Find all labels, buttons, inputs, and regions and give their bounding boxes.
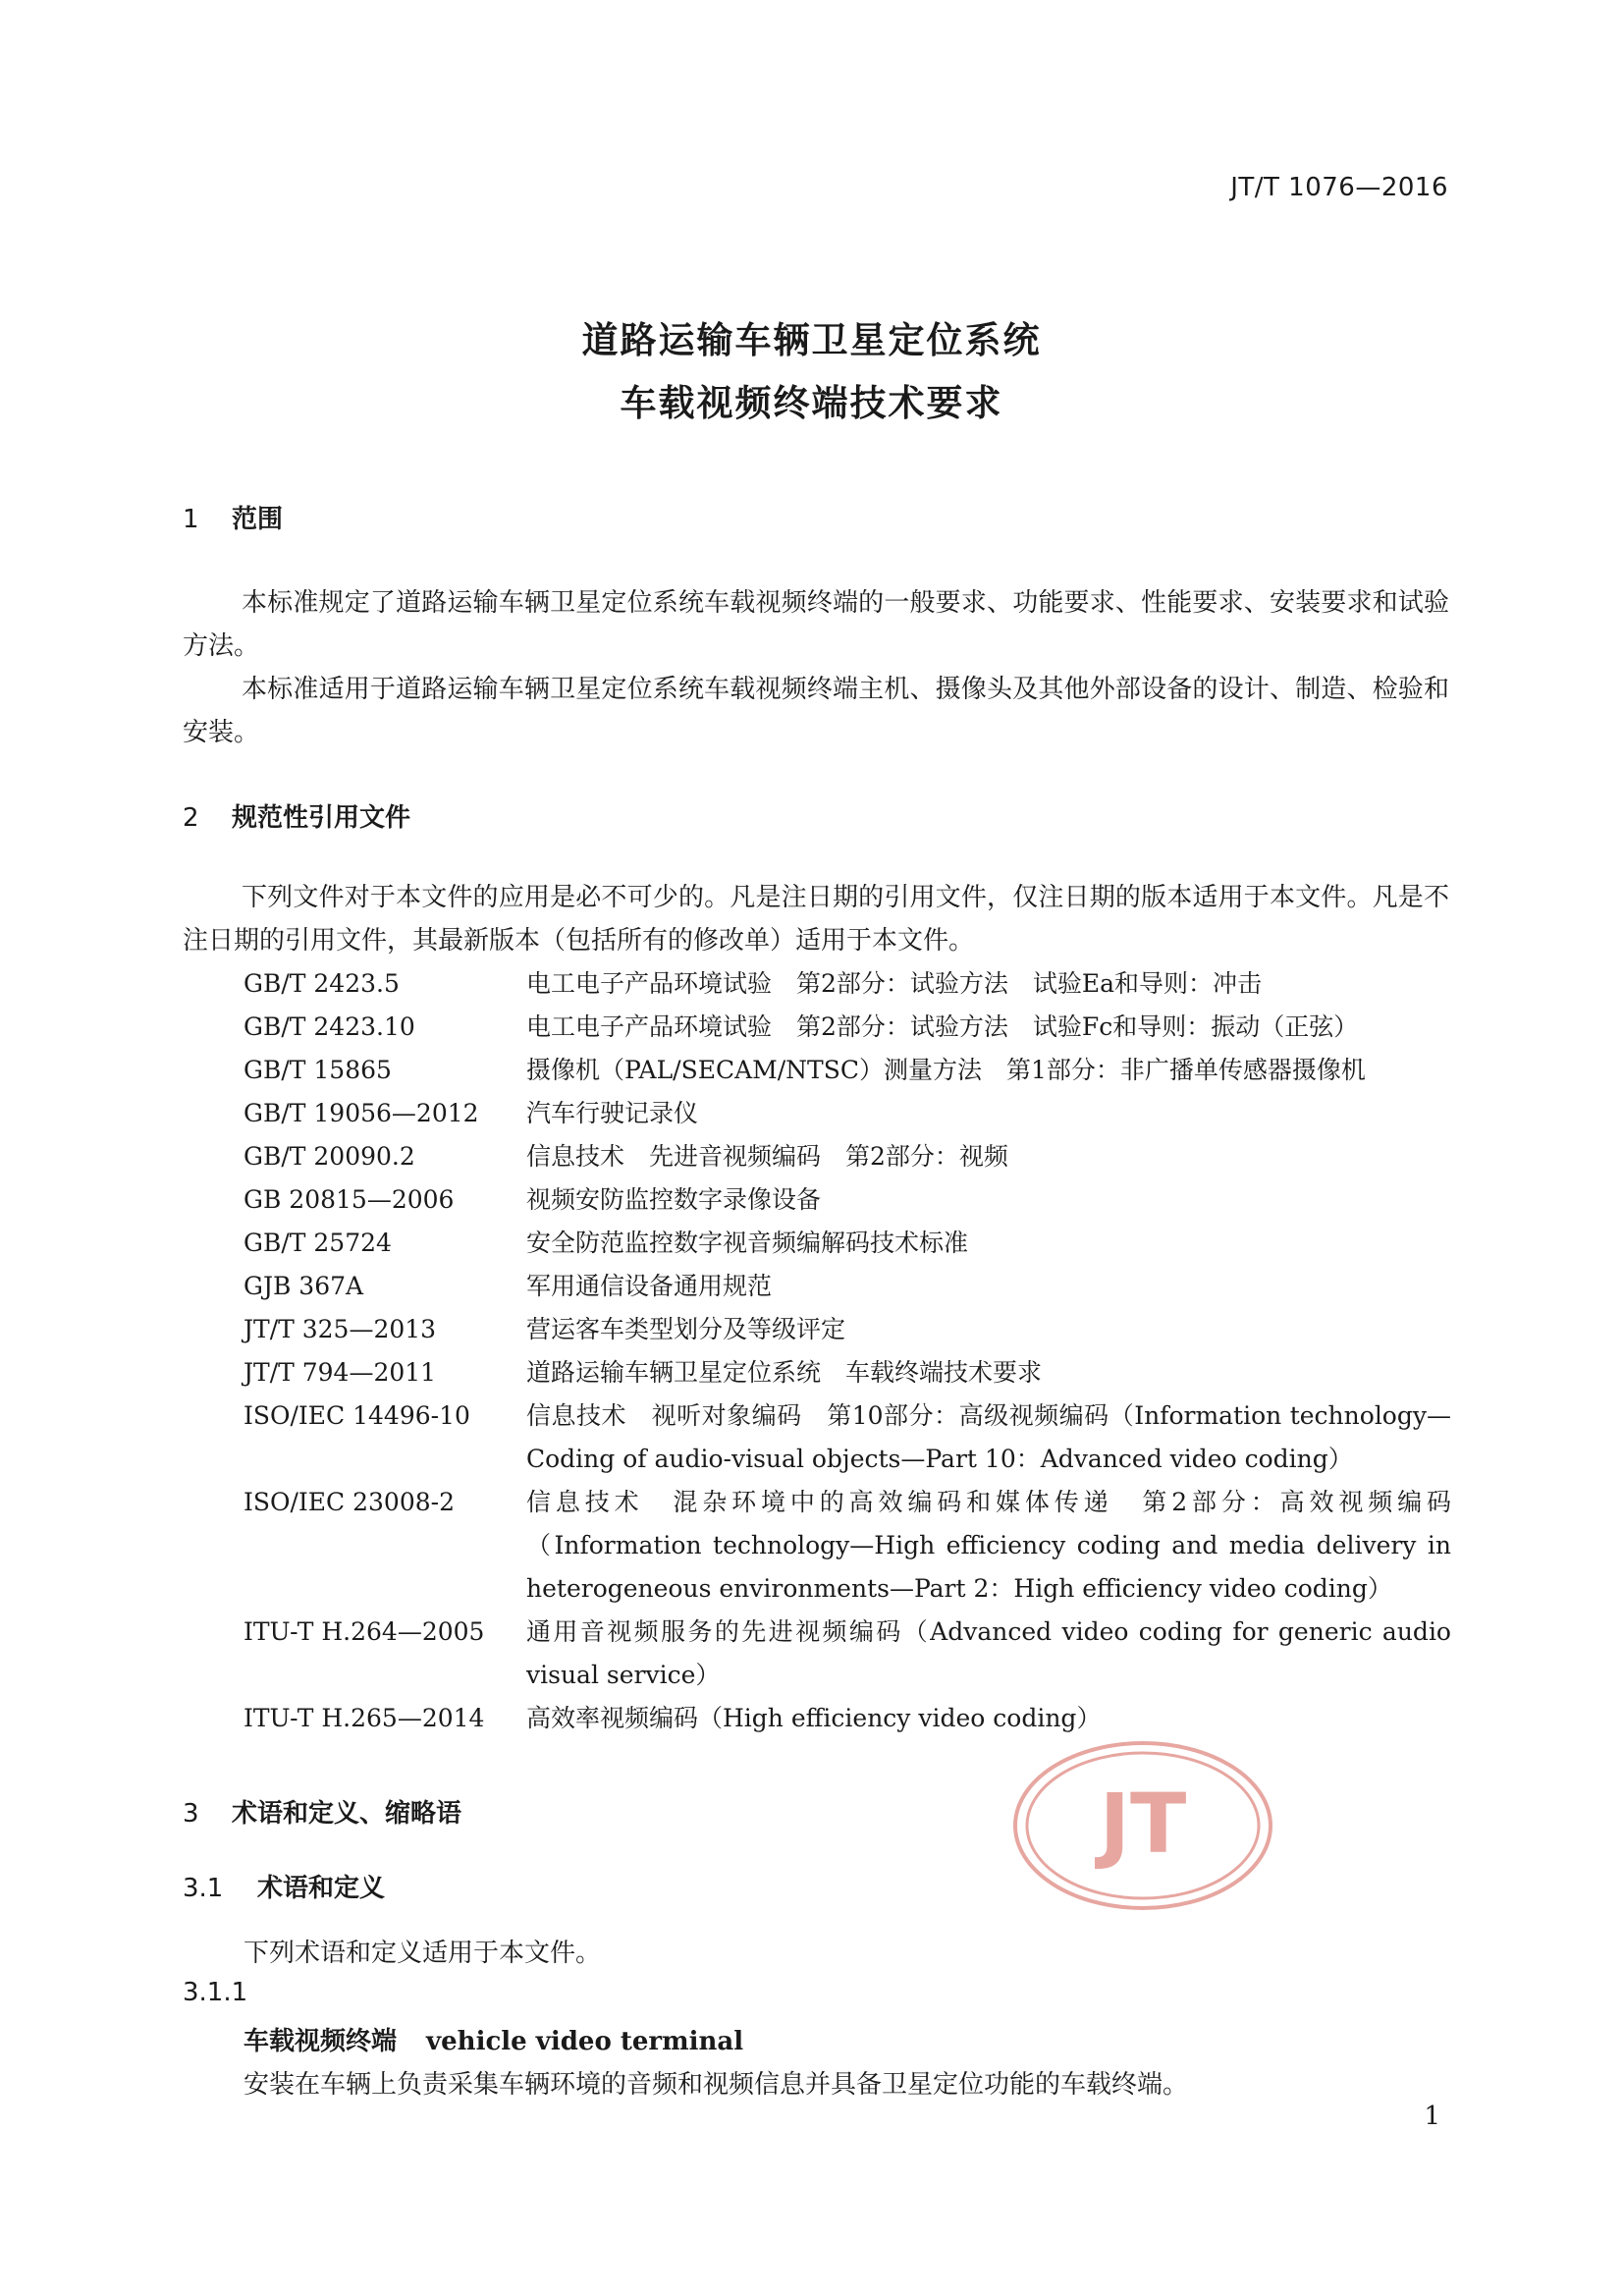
term-en: vehicle video terminal [426, 2027, 744, 2056]
seal-text: JT [1099, 1776, 1187, 1872]
section3-title: 术语和定义、缩略语 [232, 1799, 462, 1829]
section2-intro: 下列文件对于本文件的应用是必不可少的。凡是注日期的引用文件，仅注日期的版本适用于本文件。凡是不注日期的引用文件，其最新版本（包括所有的修改单）适用于本文件。 [183, 883, 1449, 956]
reference-title: 电工电子产品环境试验 第2部分：试验方法 试验Ea和导则：冲击 [526, 969, 1263, 998]
reference-item [243, 962, 1451, 1006]
reference-code: JT/T 325—2013 [243, 1315, 437, 1343]
reference-code: GB/T 2423.5 [243, 969, 400, 998]
reference-code: ITU-T H.265—2014 [243, 1704, 485, 1732]
reference-title: 摄像机（PAL/SECAM/NTSC）测量方法 第1部分：非广播单传感器摄像机 [526, 1056, 1366, 1084]
reference-code: GJB 367A [243, 1272, 364, 1300]
reference-title: 信息技术 混杂环境中的高效编码和媒体传递 第2部分：高效视频编码（Information technology—High efficiency coding and media delivery in heterogeneous environments—Part 2：High efficiency video coding） [526, 1488, 1451, 1603]
reference-list [243, 962, 1451, 1740]
section3-1-intro: 下列术语和定义适用于本文件。 [243, 1939, 602, 1968]
reference-title: 高效率视频编码（High efficiency video coding） [526, 1704, 1102, 1732]
reference-code: GB/T 19056—2012 [243, 1099, 479, 1127]
reference-code: GB/T 20090.2 [243, 1142, 415, 1171]
reference-title: 电工电子产品环境试验 第2部分：试验方法 试验Fc和导则：振动（正弦） [526, 1012, 1359, 1041]
reference-item [243, 1481, 1451, 1611]
section2-title: 规范性引用文件 [232, 803, 411, 833]
section2-number: 2 [183, 803, 199, 833]
reference-code: ITU-T H.264—2005 [243, 1617, 485, 1646]
reference-code: ISO/IEC 23008-2 [243, 1488, 456, 1516]
reference-item [243, 1006, 1451, 1049]
reference-code: GB/T 25724 [243, 1229, 392, 1257]
reference-item [243, 1308, 1451, 1351]
reference-item [243, 1351, 1451, 1394]
term-number: 3.1.1 [183, 1978, 248, 2007]
reference-code: GB/T 15865 [243, 1056, 392, 1084]
document-title-line2: 车载视频终端技术要求 [620, 382, 1003, 424]
term-definition: 安装在车辆上负责采集车辆环境的音频和视频信息并具备卫星定位功能的车载终端。 [243, 2070, 1189, 2100]
reference-item [243, 1697, 1451, 1740]
term-zh: 车载视频终端 [243, 2027, 398, 2056]
section3-1-title: 术语和定义 [257, 1874, 386, 1903]
section2-heading [183, 797, 410, 834]
section3-1-number: 3.1 [183, 1874, 224, 1903]
reference-title: 安全防范监控数字视音频编解码技术标准 [526, 1229, 969, 1257]
document-title-line1: 道路运输车辆卫星定位系统 [581, 319, 1042, 361]
section1-number: 1 [183, 505, 199, 534]
section1-paragraph-2: 本标准适用于道路运输车辆卫星定位系统车载视频终端主机、摄像头及其他外部设备的设计、制造、检验和安装。 [183, 675, 1449, 747]
jt-seal-watermark [1009, 1738, 1276, 1913]
reference-title: 汽车行驶记录仪 [526, 1099, 699, 1127]
reference-title: 营运客车类型划分及等级评定 [526, 1315, 846, 1343]
reference-title: 军用通信设备通用规范 [526, 1272, 773, 1300]
reference-title: 通用音视频服务的先进视频编码（Advanced video coding for generic audio visual service） [526, 1617, 1451, 1689]
term-title [243, 2021, 743, 2057]
reference-item [243, 1049, 1451, 1092]
reference-item [243, 1092, 1451, 1135]
section3-number: 3 [183, 1799, 199, 1829]
reference-code: GB/T 2423.10 [243, 1012, 415, 1041]
reference-item [243, 1394, 1451, 1481]
section1-heading [183, 499, 283, 535]
reference-title: 视频安防监控数字录像设备 [526, 1185, 822, 1214]
section3-1-heading [183, 1868, 385, 1904]
section3-heading [183, 1793, 461, 1830]
reference-item [243, 1265, 1451, 1308]
reference-title: 道路运输车辆卫星定位系统 车载终端技术要求 [526, 1358, 1043, 1387]
reference-item [243, 1178, 1451, 1222]
standard-code: JT/T 1076—2016 [1230, 173, 1448, 202]
reference-title: 信息技术 先进音视频编码 第2部分：视频 [526, 1142, 1008, 1171]
reference-item [243, 1611, 1451, 1697]
section1-title: 范围 [232, 505, 284, 534]
reference-code: JT/T 794—2011 [243, 1358, 437, 1387]
reference-item [243, 1135, 1451, 1178]
reference-code: ISO/IEC 14496-10 [243, 1401, 470, 1430]
reference-item [243, 1222, 1451, 1265]
reference-title: 信息技术 视听对象编码 第10部分：高级视频编码（Information technology—Coding of audio-visual objects—Part 10：Advanced video coding） [526, 1401, 1451, 1473]
reference-code: GB 20815—2006 [243, 1185, 455, 1214]
page-number: 1 [1424, 2102, 1440, 2131]
section1-paragraph-1: 本标准规定了道路运输车辆卫星定位系统车载视频终端的一般要求、功能要求、性能要求、安装要求和试验方法。 [183, 588, 1449, 661]
